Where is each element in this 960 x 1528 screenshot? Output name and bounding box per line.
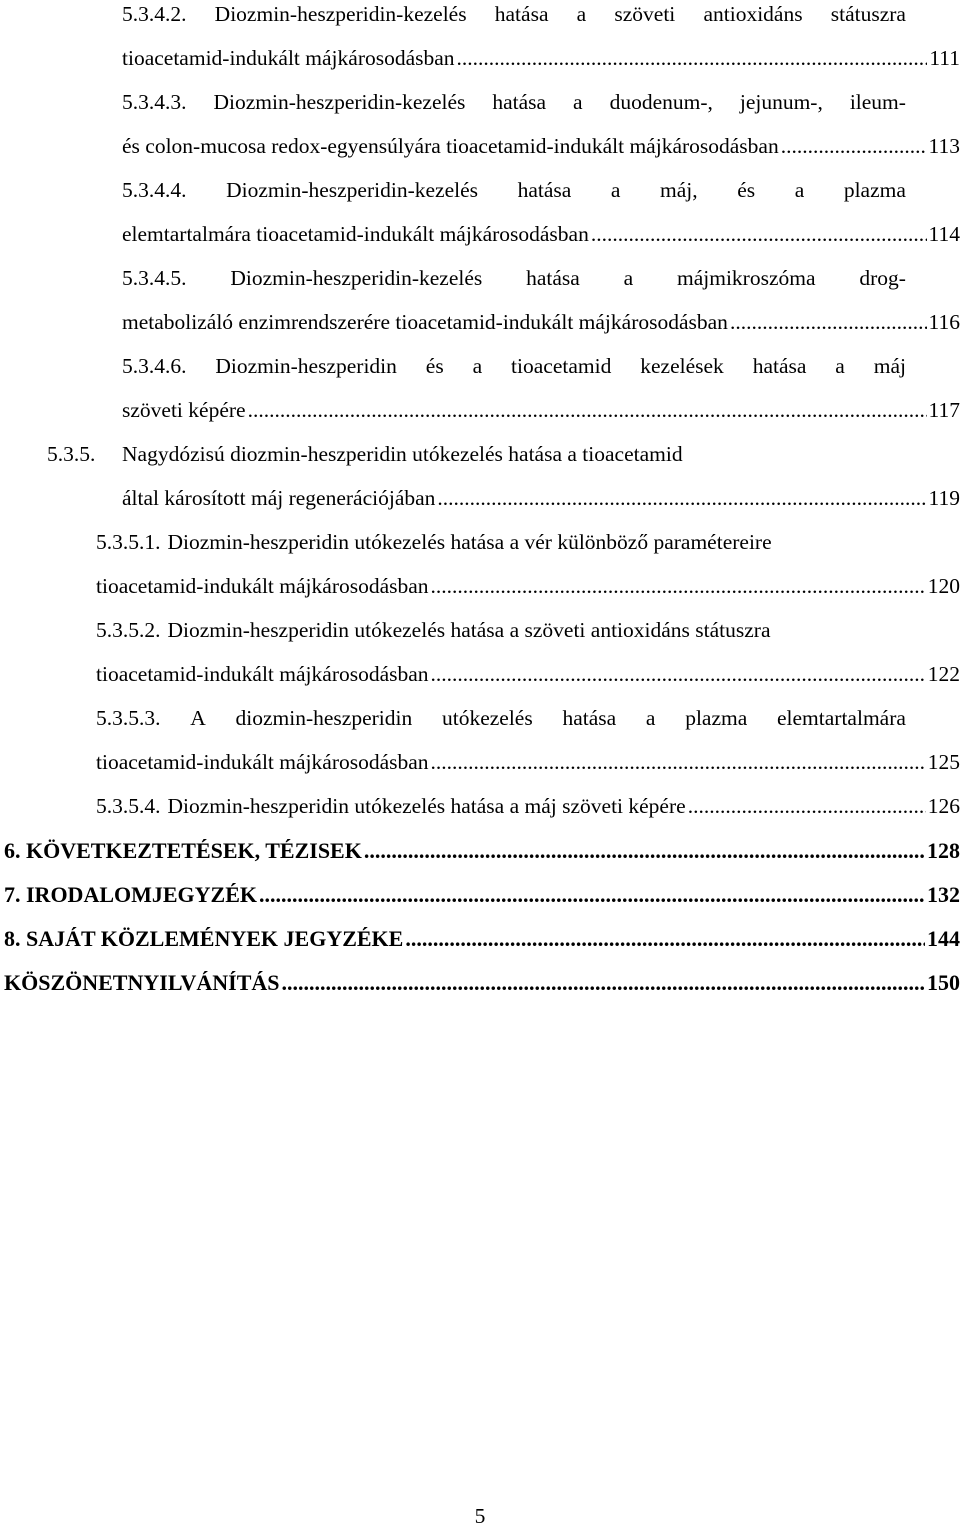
toc-page-number: 132 bbox=[927, 882, 960, 907]
toc-title-word: és bbox=[737, 178, 756, 202]
toc-title: Nagydózisú diozmin-heszperidin utókezelés hatása a tioacetamid bbox=[122, 442, 683, 466]
toc-title-cont: tioacetamid-indukált májkárosodásban bbox=[96, 750, 429, 774]
toc-title: Diozmin-heszperidin utókezelés hatása a szöveti antioxidáns státuszra bbox=[167, 618, 771, 642]
toc-title-cont: elemtartalmára tioacetamid-indukált májkárosodásban bbox=[122, 222, 589, 246]
toc-entry-5-3-4-4-line2[interactable] bbox=[122, 224, 960, 246]
toc-page-number: 126 bbox=[927, 794, 960, 818]
toc-title-word: májmikroszóma bbox=[677, 266, 816, 290]
toc-number: 5.3.4.6. bbox=[122, 354, 187, 378]
toc-chapter-6[interactable] bbox=[4, 840, 960, 862]
toc-entry-5-3-4-2-line2[interactable] bbox=[122, 48, 960, 70]
toc-leader bbox=[457, 48, 928, 70]
toc-title-word: a bbox=[610, 178, 621, 202]
toc-title-word: hatása bbox=[526, 266, 580, 290]
toc-page-number: 113 bbox=[928, 134, 960, 158]
toc-entry-5-3-5-2-line2[interactable] bbox=[96, 664, 960, 686]
toc-title-word: hatása bbox=[492, 90, 547, 114]
toc-title-word: Diozmin-heszperidin-kezelés bbox=[226, 178, 478, 202]
toc-chapter-title: 6. KÖVETKEZTETÉSEK, TÉZISEK bbox=[4, 838, 362, 863]
toc-title: Diozmin-heszperidin utókezelés hatása a máj szöveti képére bbox=[167, 794, 686, 818]
toc-number: 5.3.5.1. bbox=[96, 530, 161, 554]
toc-leader bbox=[431, 664, 926, 686]
toc-title-word: a bbox=[645, 706, 656, 730]
toc-title-word: máj bbox=[873, 354, 906, 378]
toc-title-word: elemtartalmára bbox=[777, 706, 906, 730]
toc-title-word: Diozmin-heszperidin-kezelés bbox=[214, 2, 467, 26]
toc-page-number: 144 bbox=[927, 926, 960, 951]
toc-title-word: drog- bbox=[859, 266, 906, 290]
toc-chapter-title: KÖSZÖNETNYILVÁNÍTÁS bbox=[4, 970, 280, 995]
toc-entry-5-3-4-2-line1[interactable] bbox=[122, 4, 906, 26]
toc-entry-5-3-4-5-line2[interactable] bbox=[122, 312, 960, 334]
toc-leader bbox=[282, 972, 926, 994]
toc-leader bbox=[437, 488, 926, 510]
toc-number: 5.3.5. bbox=[47, 442, 96, 466]
toc-leader bbox=[688, 796, 926, 818]
toc-title-word: plazma bbox=[843, 178, 906, 202]
toc-title-word: és bbox=[425, 354, 444, 378]
toc-page-number: 120 bbox=[927, 574, 960, 598]
toc-number: 5.3.5.4. bbox=[96, 794, 161, 818]
toc-entry-5-3-5-2-line1[interactable] bbox=[96, 620, 916, 642]
toc-entry-5-3-4-4-line1[interactable] bbox=[122, 180, 906, 202]
toc-page-number: 128 bbox=[927, 838, 960, 863]
toc-title-word: hatása bbox=[562, 706, 617, 730]
toc-title-word: a bbox=[794, 178, 805, 202]
toc-number: 5.3.5.3. bbox=[96, 706, 161, 730]
toc-title-word: hatása bbox=[752, 354, 807, 378]
toc-leader bbox=[431, 752, 926, 774]
toc-title-word: jejunum-, bbox=[739, 90, 823, 114]
toc-entry-5-3-5-line1[interactable] bbox=[47, 444, 807, 466]
toc-leader bbox=[431, 576, 926, 598]
toc-chapter-title: 7. IRODALOMJEGYZÉK bbox=[4, 882, 258, 907]
toc-title-word: Diozmin-heszperidin-kezelés bbox=[213, 90, 466, 114]
toc-entry-5-3-4-6-line1[interactable] bbox=[122, 356, 906, 378]
toc-acknowledgements[interactable] bbox=[4, 972, 960, 994]
toc-title-word: státuszra bbox=[830, 2, 906, 26]
toc-entry-5-3-5-1-line2[interactable] bbox=[96, 576, 960, 598]
toc-entry-5-3-5-3-line2[interactable] bbox=[96, 752, 960, 774]
toc-page-number: 122 bbox=[927, 662, 960, 686]
toc-title-word: A bbox=[190, 706, 206, 730]
toc-entry-5-3-4-3-line2[interactable] bbox=[122, 136, 960, 158]
toc-title-word: szöveti bbox=[614, 2, 676, 26]
toc-title-word: a bbox=[472, 354, 483, 378]
toc-entry-5-3-5-3-line1[interactable] bbox=[96, 708, 906, 730]
toc-entry-5-3-4-3-line1[interactable] bbox=[122, 92, 906, 114]
toc-number: 5.3.5.2. bbox=[96, 618, 161, 642]
toc-page-number: 150 bbox=[927, 970, 960, 995]
page-number: 5 bbox=[474, 1504, 486, 1528]
toc-leader bbox=[259, 884, 925, 906]
toc-leader bbox=[781, 136, 927, 158]
toc-title-word: utókezelés bbox=[441, 706, 533, 730]
toc-entry-5-3-5-line2[interactable] bbox=[122, 488, 960, 510]
toc-title-word: hatása bbox=[517, 178, 572, 202]
toc-page-number: 117 bbox=[928, 398, 960, 422]
toc-title-word: a bbox=[835, 354, 845, 378]
toc-title-word: Diozmin-heszperidin bbox=[215, 354, 397, 378]
toc-number: 5.3.4.2. bbox=[122, 2, 187, 26]
toc-page-number: 125 bbox=[927, 750, 960, 774]
toc-title-cont: tioacetamid-indukált májkárosodásban bbox=[122, 46, 455, 70]
toc-page-number: 116 bbox=[928, 310, 960, 334]
toc-number: 5.3.4.5. bbox=[122, 266, 187, 290]
toc-page-number: 114 bbox=[928, 222, 960, 246]
toc-title-word: máj, bbox=[660, 178, 698, 202]
toc-title-cont: és colon-mucosa redox-egyensúlyára tioacetamid-indukált májkárosodásban bbox=[122, 134, 779, 158]
toc-title-cont: tioacetamid-indukált májkárosodásban bbox=[96, 574, 429, 598]
toc-title-cont: által károsított máj regenerációjában bbox=[122, 486, 436, 510]
toc-number: 5.3.4.4. bbox=[122, 178, 187, 202]
toc-title-word: tioacetamid bbox=[511, 354, 612, 378]
toc-chapter-7[interactable] bbox=[4, 884, 960, 906]
toc-entry-5-3-5-1-line1[interactable] bbox=[96, 532, 916, 554]
toc-title-cont: szöveti képére bbox=[122, 398, 246, 422]
toc-chapter-title: 8. SAJÁT KÖZLEMÉNYEK JEGYZÉKE bbox=[4, 926, 404, 951]
toc-leader bbox=[405, 928, 925, 950]
toc-leader bbox=[730, 312, 927, 334]
toc-page-number: 119 bbox=[928, 486, 960, 510]
toc-title-word: duodenum-, bbox=[609, 90, 713, 114]
toc-title-word: a bbox=[623, 266, 634, 290]
toc-entry-5-3-5-4[interactable] bbox=[96, 796, 960, 818]
toc-title-word: a bbox=[576, 2, 587, 26]
toc-chapter-8[interactable] bbox=[4, 928, 960, 950]
toc-entry-5-3-4-5-line1[interactable] bbox=[122, 268, 906, 290]
toc-leader bbox=[248, 400, 927, 422]
toc-page-number: 111 bbox=[929, 46, 960, 70]
toc-title-cont: metabolizáló enzimrendszerére tioacetamid-indukált májkárosodásban bbox=[122, 310, 728, 334]
toc-title-word: antioxidáns bbox=[703, 2, 803, 26]
toc-title-word: a bbox=[573, 90, 583, 114]
toc-title: Diozmin-heszperidin utókezelés hatása a vér különböző paramétereire bbox=[167, 530, 772, 554]
toc-title-cont: tioacetamid-indukált májkárosodásban bbox=[96, 662, 429, 686]
toc-title-word: diozmin-heszperidin bbox=[235, 706, 413, 730]
toc-number: 5.3.4.3. bbox=[122, 90, 187, 114]
toc-title-word: hatása bbox=[494, 2, 549, 26]
toc-leader bbox=[364, 840, 925, 862]
toc-title-word: kezelések bbox=[640, 354, 724, 378]
toc-title-word: Diozmin-heszperidin-kezelés bbox=[230, 266, 483, 290]
toc-leader bbox=[591, 224, 927, 246]
toc-title-word: plazma bbox=[685, 706, 748, 730]
toc-title-word: ileum- bbox=[849, 90, 906, 114]
toc-entry-5-3-4-6-line2[interactable] bbox=[122, 400, 960, 422]
